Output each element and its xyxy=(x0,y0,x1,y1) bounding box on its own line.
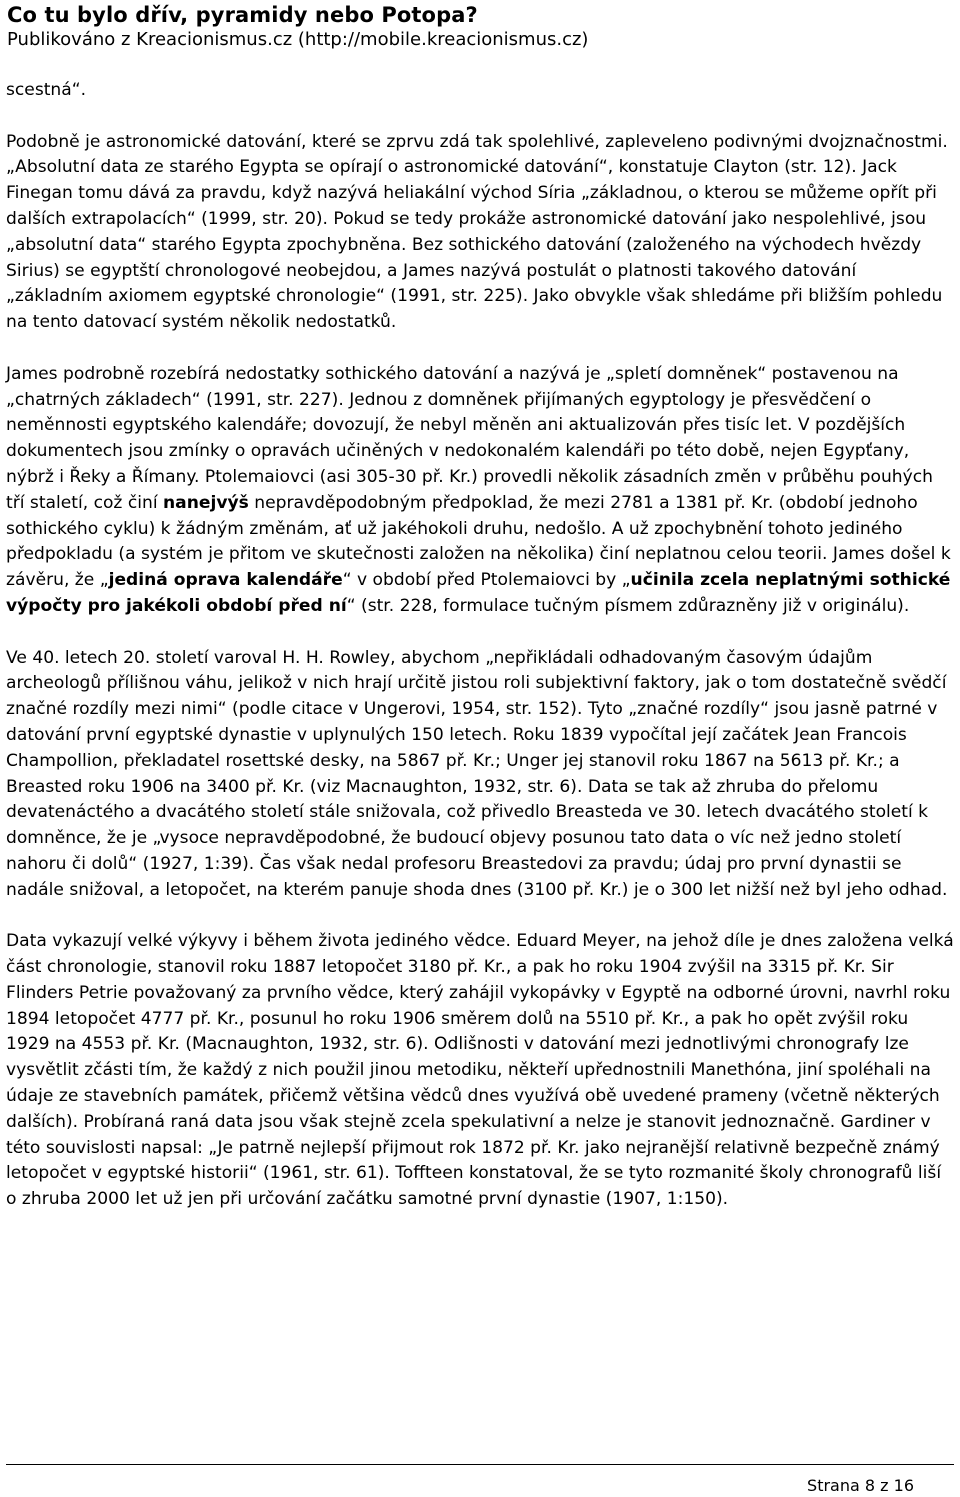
paragraph-fragment: scestná“. xyxy=(6,80,87,100)
text-run: James podrobně rozebírá nedostatky sothického datování a nazývá je „spletí domněnek“ postavenou na „chatrných základech“ (1991, str. 227). Jednou z domněnek přijímaných egyptology je přesvědčení o neměnnosti egyptského kalendáře; dovozují, že nebyl měněn ani aktualizován přes tisíc let. V pozdějších dokumentech jsou zmínky o opravách učiněných v nedokonalém kalendáři po této době, nejen Egypťany, nýbrž i Řeky a Římany. Ptolemaiovci (asi 305-30 př. Kr.) provedli několik zásadních změn v průběhu pouhých tří staletí, což činí xyxy=(6,363,933,513)
document-title: Co tu bylo dřív, pyramidy nebo Potopa? xyxy=(7,3,478,27)
source-line: Publikováno z Kreacionismus.cz (http://mobile.kreacionismus.cz) xyxy=(7,29,589,50)
page-header xyxy=(7,0,588,52)
paragraph-rowley: Ve 40. letech 20. století varoval H. H. Rowley, abychom „nepřikládali odhadovaným časovým údajům archeologů přílišnou váhu, jelikož v nich hrají určitě jistou roli subjektivní faktory, jak o tom dostatečně svědčí značné rozdíly mezi nimi“ (podle citace v Ungerovi, 1954, str. 152). Tyto „značné rozdíly“ jsou jasně patrné v datování první egyptské dynastie v uplynulých 150 letech. Roku 1839 vypočítal její začátek Jean Francois Champollion, překladatel rosettské desky, na 5867 př. Kr.; Unger jej stanovil roku 1867 na 5613 př. Kr.; a Breasted roku 1906 na 3400 př. Kr. (viz Macnaughton, 1932, str. 6). Data se tak až zhruba do přelomu devatenáctého a dvacátého století stále snižovala, což přivedlo Breasteda ve 30. letech dvacátého století k domněnce, že je „vysoce nepravděpodobné, že budoucí objevy posunou tato data o víc než jedno století nahoru či dolů“ (1927, 1:39). Čas však nedal profesoru Breastedovi za pravdu; údaj pro první dynastii se nadále snižoval, a letopočet, na kterém panuje shoda dnes (3100 př. Kr.) je o 300 let nižší než byl jeho odhad. xyxy=(6,647,948,900)
paragraph-meyer-petrie: Data vykazují velké výkyvy i během života jediného vědce. Eduard Meyer, na jehož díle je dnes založena velká část chronologie, stanovil roku 1887 letopočet 3180 př. Kr., a pak ho roku 1904 zvýšil na 3315 př. Kr. Sir Flinders Petrie považovaný za prvního vědce, který zahájil vykopávky v Egyptě na odborné úrovni, navrhl roku 1894 letopočet 4777 př. Kr., posunul ho roku 1906 směrem dolů na 5510 př. Kr., a pak ho opět zvýšil roku 1929 na 4553 př. Kr. (Macnaughton, 1932, str. 6). Odlišnosti v datování mezi jednotlivými chronografy lze vysvětlit zčásti tím, že každý z nich použil jinou metodiku, někteří upřednostnili Manethóna, jiní spoléhali na údaje ze stavebních památek, přičemž většina vědců dnes využívá obě uvedené prameny (včetně některých dalších). Probíraná raná data jsou však stejně zcela spekulativní a nelze je stanovit jednoznačně. Gardiner v této souvislosti napsal: „Je patrně nejlepší přijmout rok 1872 př. Kr. jako nejranější relativně bezpečně známý letopočet v egyptské historii“ (1961, str. 61). Toffteen konstatoval, že se tyto rozmanité školy chronografů liší o zhruba 2000 let už jen při určování začátku samotné první dynastie (1907, 1:150). xyxy=(6,931,954,1210)
paragraph-sothic-critique xyxy=(6,362,956,620)
paragraph-astronomical-dating: Podobně je astronomické datování, které se zprvu zdá tak spolehlivé, zapleveleno podivnými dvojznačnostmi. „Absolutní data ze starého Egypta se opírají o astronomické datování“, konstatuje Clayton (str. 12). Jack Finegan tomu dává za pravdu, když nazývá heliakální východ Síria „základnou, o kterou se můžeme opřít při dalších extrapolacích“ (1999, str. 20). Pokud se tedy prokáže astronomické datování jako nespolehlivé, jsou „absolutní data“ starého Egypta zpochybněna. Bez sothického datování (založeného na východech hvězdy Sirius) se egyptští chronologové neobejdou, a James nazývá postulát o platnosti takového datování „základním axiomem egyptské chronologie“ (1991, str. 225). Jako obvykle však shledáme při bližším pohledu na tento datovací systém několik nedostatků. xyxy=(6,131,948,333)
page-number: Strana 8 z 16 xyxy=(807,1476,914,1495)
text-run: “ (str. 228, formulace tučným písmem zdůrazněny již v originálu). xyxy=(346,595,910,616)
footer-divider xyxy=(6,1464,954,1465)
text-run: “ v období před Ptolemaiovci by „ xyxy=(342,570,631,591)
article-body xyxy=(6,78,956,1213)
bold-text: učinila zcela neplatnými sothické výpočty pro jakékoli období před ní xyxy=(6,570,951,616)
text-run: nepravděpodobným předpoklad, že mezi 2781 a 1381 př. Kr. (období jednoho sothického cyklu) k žádným změnám, ať už jakéhokoli druhu, nedošlo. A už zpochybnění tohoto jediného předpokladu (a systém je přitom ve skutečnosti založen na několika) činí neplatnou celou teorii. James došel k závěru, že „ xyxy=(6,492,951,591)
bold-text: nanejvýš xyxy=(163,492,249,513)
bold-text: jediná oprava kalendáře xyxy=(108,570,343,591)
